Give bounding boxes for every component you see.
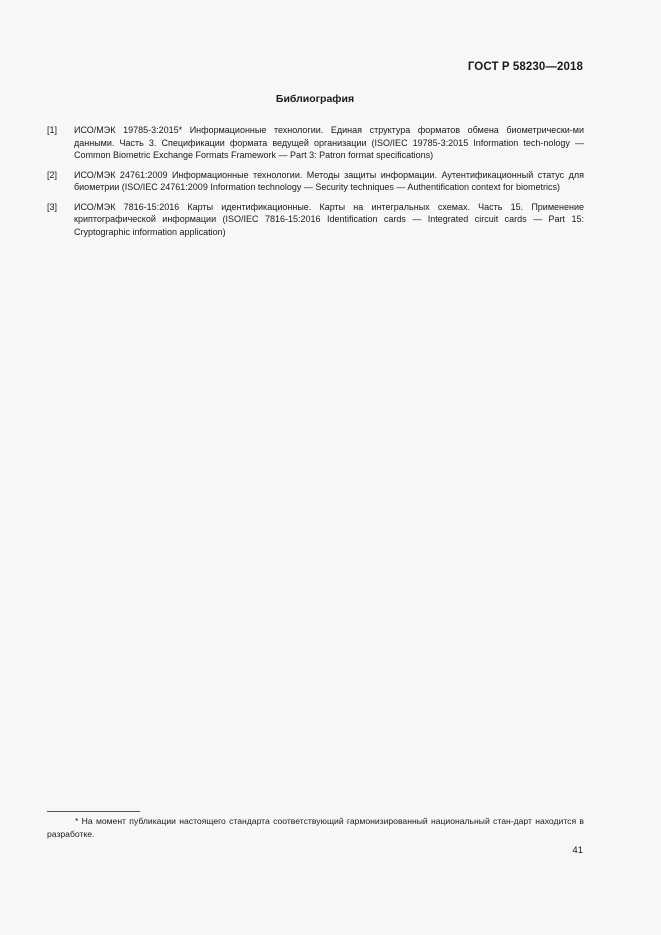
bibliography-entry-text: ИСО/МЭК 7816-15:2016 Карты идентификационные. Карты на интегральных схемах. Часть 15. Применение криптографической информации (ISO/IEC 7816-15:2016 Identification cards — Integrated circuit cards — Part 15: Cryptographic information application) [74,201,584,237]
bibliography-entry-text: ИСО/МЭК 19785-3:2015* Информационные технологии. Единая структура форматов обмена биометрически-ми данными. Часть 3. Спецификации формата ведущей организации (ISO/IEC 19785-3:2015 Information tech-nology — Common Biometric Exchange Formats Framework — Part 3: Patron format specifications) [74,125,584,160]
bibliography-entry [47,124,584,162]
bibliography-list [47,124,584,245]
bibliography-entry-number: [1] [47,125,58,135]
document-code: ГОСТ Р 58230—2018 [467,61,583,73]
footnote: * На момент публикации настоящего стандарта соответствующий гармонизированный национальный стан-дарт находится в разработке. [47,816,584,839]
page-number: 41 [572,845,583,856]
section-title: Библиография [275,93,355,105]
bibliography-entry-text: ИСО/МЭК 24761:2009 Информационные технологии. Методы защиты информации. Аутентификационный статус для биометрии (ISO/IEC 24761:2009 Information technology — Security techniques — Authentification context for biometrics) [74,169,584,192]
footnote-divider [47,811,140,812]
bibliography-entry-number: [3] [47,201,58,212]
bibliography-entry-number: [2] [47,169,58,180]
bibliography-entry [47,169,584,194]
bibliography-entry [47,201,584,239]
